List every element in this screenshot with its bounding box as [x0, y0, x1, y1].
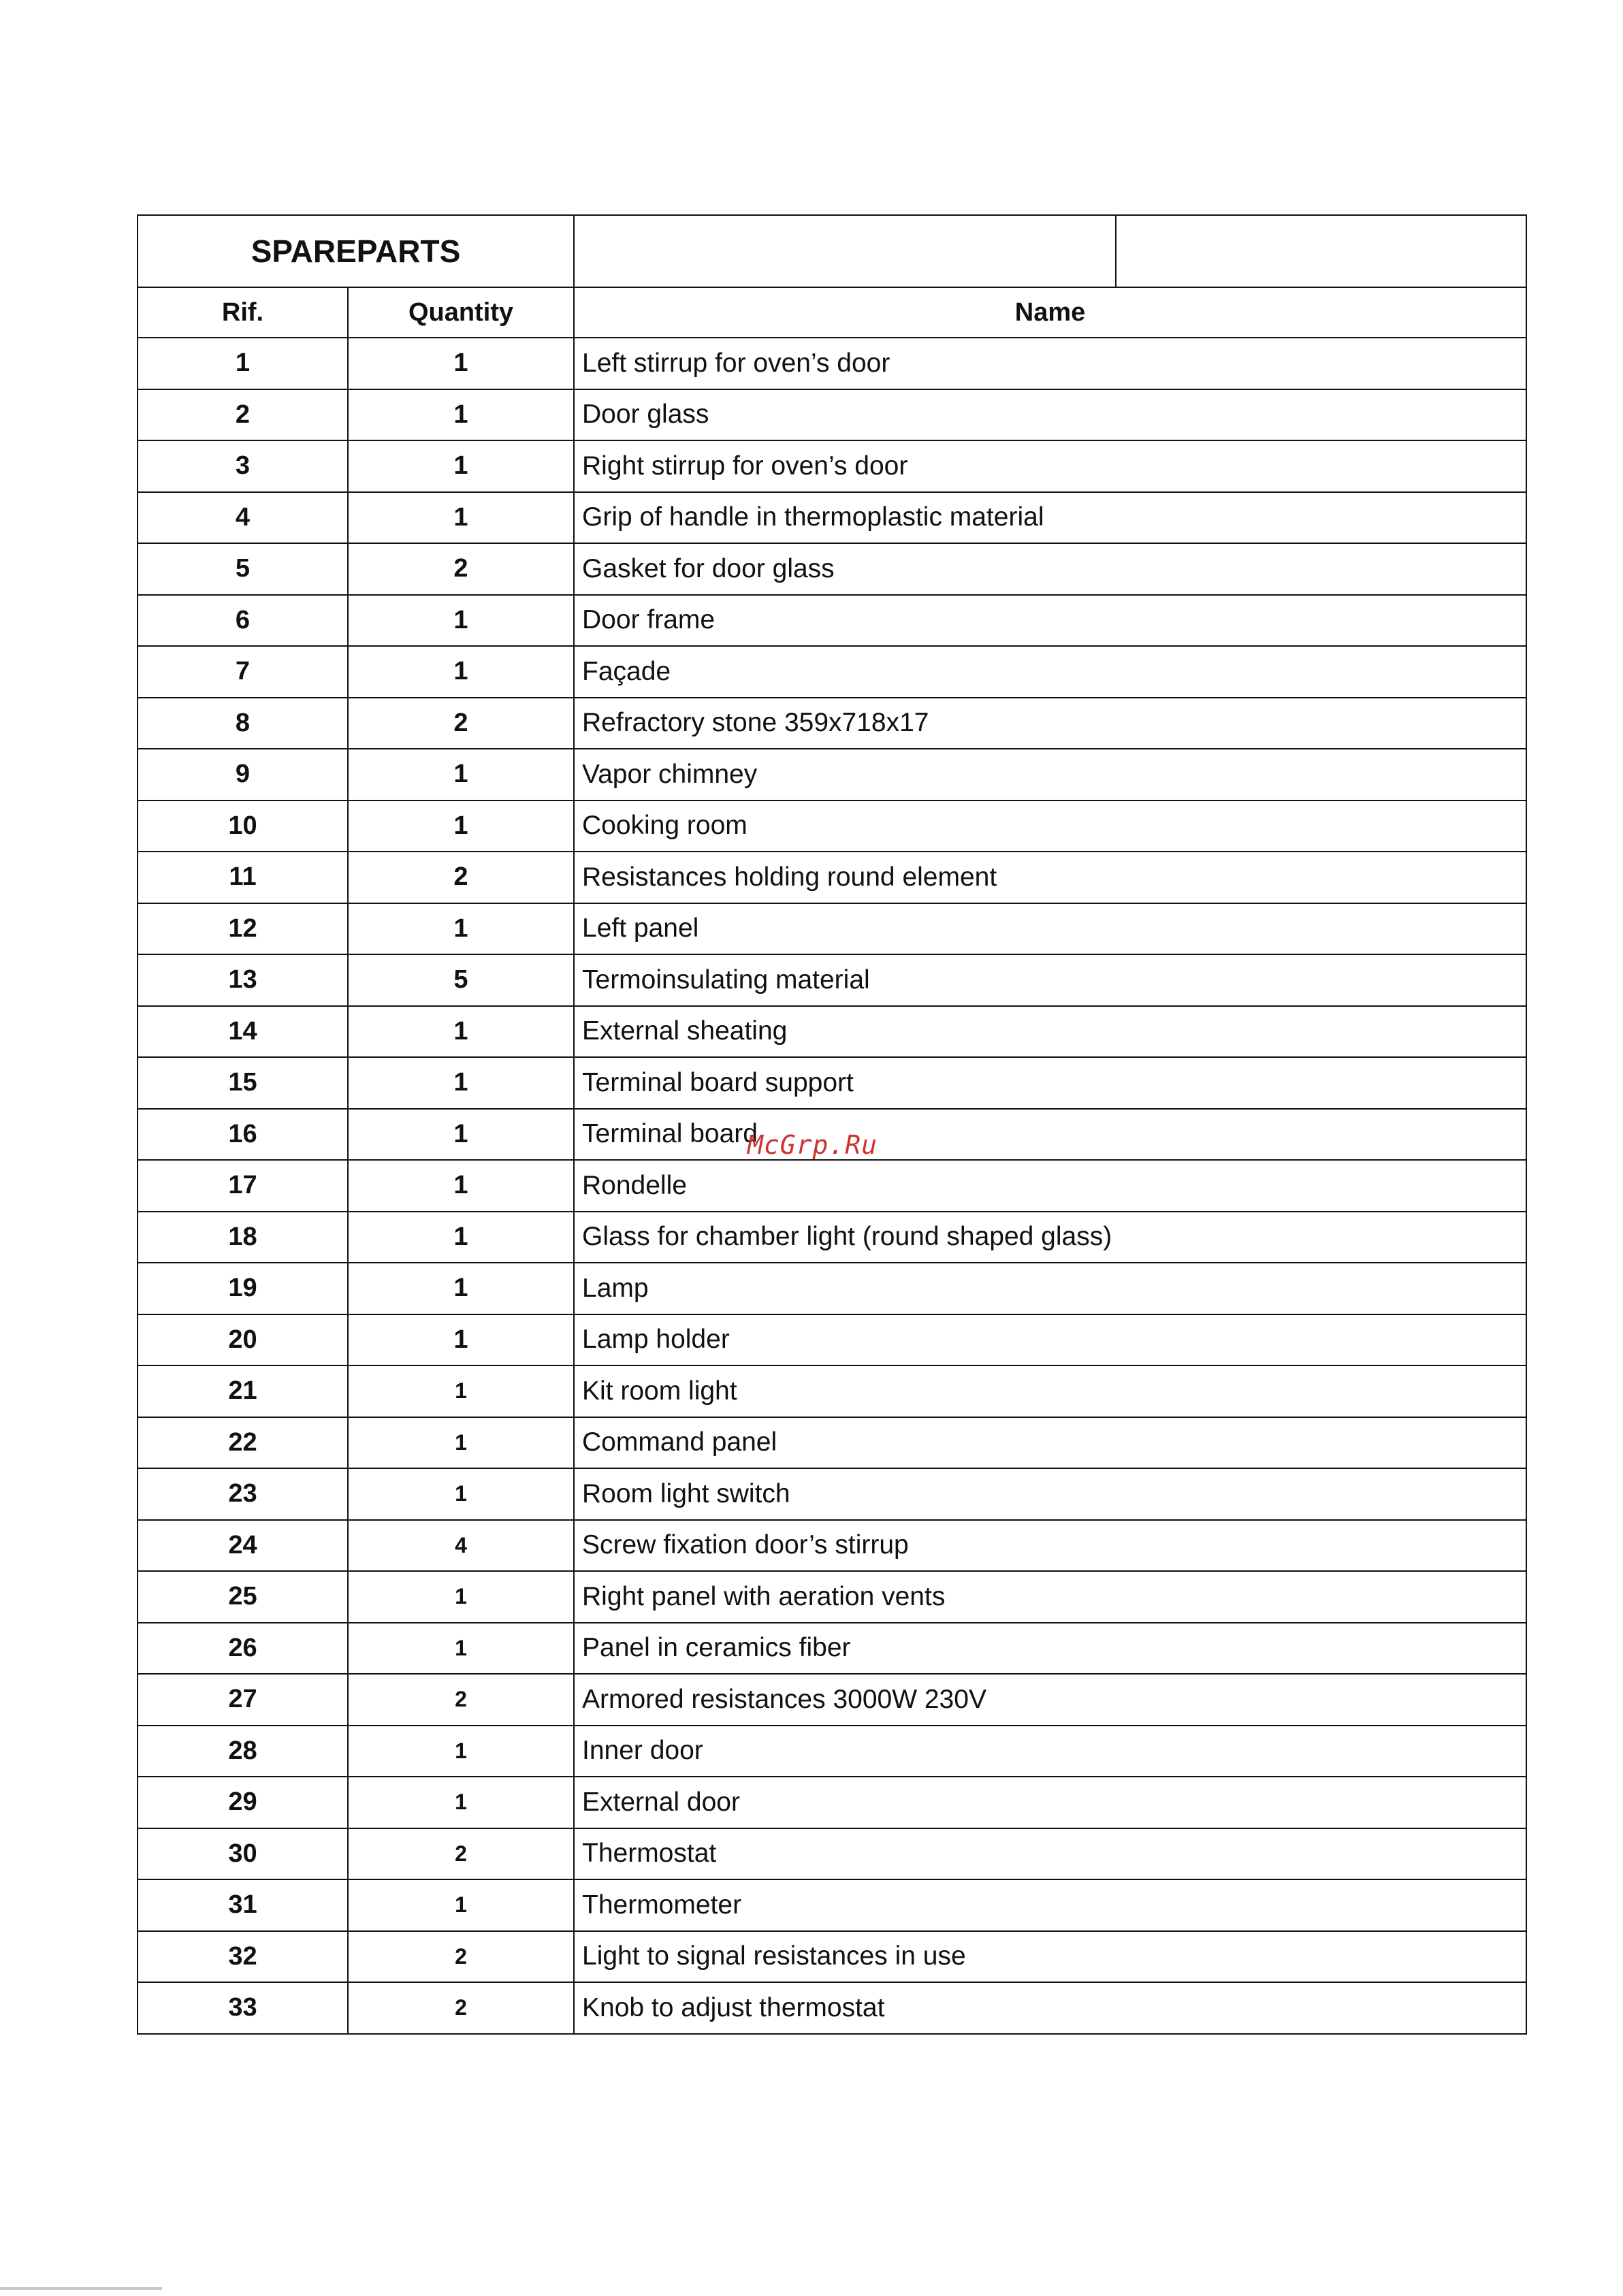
name-cell: Light to signal resistances in use — [574, 1931, 1526, 1983]
quantity-cell: 1 — [348, 1160, 574, 1212]
rif-cell: 19 — [138, 1263, 348, 1314]
rif-cell: 23 — [138, 1468, 348, 1520]
rif-cell: 32 — [138, 1931, 348, 1983]
table-row — [138, 1674, 1526, 1726]
name-cell: Resistances holding round element — [574, 852, 1526, 903]
table-row — [138, 1879, 1526, 1931]
table-row — [138, 1982, 1526, 2034]
name-cell: Command panel — [574, 1417, 1526, 1469]
table-row — [138, 903, 1526, 955]
quantity-cell: 1 — [348, 1212, 574, 1263]
rif-cell: 30 — [138, 1828, 348, 1880]
rif-cell: 16 — [138, 1109, 348, 1161]
name-cell: Gasket for door glass — [574, 543, 1526, 595]
table-title: SPAREPARTS — [138, 215, 574, 287]
table-row — [138, 440, 1526, 492]
rif-cell: 5 — [138, 543, 348, 595]
table-row — [138, 1931, 1526, 1983]
rif-cell: 12 — [138, 903, 348, 955]
name-cell: Glass for chamber light (round shaped glass) — [574, 1212, 1526, 1263]
table-row — [138, 1160, 1526, 1212]
quantity-cell: 2 — [348, 1982, 574, 2034]
quantity-cell: 1 — [348, 801, 574, 852]
name-cell: External door — [574, 1777, 1526, 1828]
quantity-cell: 1 — [348, 595, 574, 647]
title-row — [138, 215, 1526, 287]
table-row — [138, 595, 1526, 647]
title-blank-cell-2 — [1116, 215, 1526, 287]
table-row — [138, 1623, 1526, 1675]
quantity-cell: 1 — [348, 1417, 574, 1469]
table-row — [138, 1777, 1526, 1828]
quantity-column-header: Quantity — [348, 287, 574, 338]
table-row — [138, 1726, 1526, 1777]
name-cell: Refractory stone 359x718x17 — [574, 698, 1526, 749]
table-row — [138, 1520, 1526, 1572]
quantity-cell: 1 — [348, 903, 574, 955]
rif-cell: 33 — [138, 1982, 348, 2034]
rif-cell: 22 — [138, 1417, 348, 1469]
quantity-cell: 1 — [348, 1109, 574, 1161]
name-cell: Lamp holder — [574, 1314, 1526, 1366]
rif-cell: 29 — [138, 1777, 348, 1828]
name-cell: Door frame — [574, 595, 1526, 647]
title-blank-cell-1 — [574, 215, 1116, 287]
rif-cell: 6 — [138, 595, 348, 647]
rif-cell: 8 — [138, 698, 348, 749]
quantity-cell: 1 — [348, 338, 574, 389]
table-row — [138, 801, 1526, 852]
table-row — [138, 338, 1526, 389]
name-cell: Door glass — [574, 389, 1526, 441]
name-cell: Left stirrup for oven’s door — [574, 338, 1526, 389]
name-cell: Armored resistances 3000W 230V — [574, 1674, 1526, 1726]
table-row — [138, 1468, 1526, 1520]
name-cell: Cooking room — [574, 801, 1526, 852]
quantity-cell: 1 — [348, 1623, 574, 1675]
quantity-cell: 2 — [348, 1828, 574, 1880]
rif-cell: 4 — [138, 492, 348, 544]
header-row — [138, 287, 1526, 338]
table-row — [138, 1417, 1526, 1469]
quantity-cell: 1 — [348, 1879, 574, 1931]
quantity-cell: 1 — [348, 1006, 574, 1058]
table-row — [138, 1212, 1526, 1263]
quantity-cell: 1 — [348, 1314, 574, 1366]
rif-cell: 1 — [138, 338, 348, 389]
rif-column-header: Rif. — [138, 287, 348, 338]
table-row — [138, 1314, 1526, 1366]
table-row — [138, 1828, 1526, 1880]
table-row — [138, 954, 1526, 1006]
name-cell: Rondelle — [574, 1160, 1526, 1212]
quantity-cell: 2 — [348, 1931, 574, 1983]
rif-cell: 18 — [138, 1212, 348, 1263]
table-row — [138, 646, 1526, 698]
rif-cell: 3 — [138, 440, 348, 492]
name-cell: Panel in ceramics fiber — [574, 1623, 1526, 1675]
rif-cell: 27 — [138, 1674, 348, 1726]
rif-cell: 17 — [138, 1160, 348, 1212]
table-row — [138, 1365, 1526, 1417]
quantity-cell: 1 — [348, 440, 574, 492]
name-cell: Vapor chimney — [574, 749, 1526, 801]
table-row — [138, 1006, 1526, 1058]
name-cell: Knob to adjust thermostat — [574, 1982, 1526, 2034]
name-cell: Termoinsulating material — [574, 954, 1526, 1006]
rif-cell: 25 — [138, 1571, 348, 1623]
quantity-cell: 1 — [348, 1571, 574, 1623]
table-row — [138, 1571, 1526, 1623]
quantity-cell: 5 — [348, 954, 574, 1006]
rif-cell: 26 — [138, 1623, 348, 1675]
quantity-cell: 1 — [348, 749, 574, 801]
rif-cell: 11 — [138, 852, 348, 903]
quantity-cell: 1 — [348, 1263, 574, 1314]
spareparts-table — [137, 214, 1527, 2035]
rif-cell: 9 — [138, 749, 348, 801]
table-row — [138, 1057, 1526, 1109]
rif-cell: 14 — [138, 1006, 348, 1058]
name-column-header: Name — [574, 287, 1526, 338]
spareparts-table-body — [138, 215, 1526, 2034]
quantity-cell: 2 — [348, 698, 574, 749]
quantity-cell: 1 — [348, 389, 574, 441]
rif-cell: 28 — [138, 1726, 348, 1777]
quantity-cell: 1 — [348, 1365, 574, 1417]
name-cell: External sheating — [574, 1006, 1526, 1058]
name-cell: Left panel — [574, 903, 1526, 955]
name-cell: Terminal board — [574, 1109, 1526, 1161]
scan-edge-mark — [0, 2287, 162, 2290]
table-row — [138, 749, 1526, 801]
name-cell: Terminal board support — [574, 1057, 1526, 1109]
table-row — [138, 543, 1526, 595]
name-cell: Right panel with aeration vents — [574, 1571, 1526, 1623]
rif-cell: 10 — [138, 801, 348, 852]
table-row — [138, 389, 1526, 441]
table-row — [138, 1263, 1526, 1314]
table-row — [138, 492, 1526, 544]
name-cell: Grip of handle in thermoplastic material — [574, 492, 1526, 544]
name-cell: Right stirrup for oven’s door — [574, 440, 1526, 492]
quantity-cell: 1 — [348, 1468, 574, 1520]
rif-cell: 15 — [138, 1057, 348, 1109]
rif-cell: 31 — [138, 1879, 348, 1931]
name-cell: Kit room light — [574, 1365, 1526, 1417]
quantity-cell: 1 — [348, 1777, 574, 1828]
rif-cell: 24 — [138, 1520, 348, 1572]
name-cell: Thermostat — [574, 1828, 1526, 1880]
quantity-cell: 1 — [348, 492, 574, 544]
name-cell: Lamp — [574, 1263, 1526, 1314]
name-cell: Screw fixation door’s stirrup — [574, 1520, 1526, 1572]
rif-cell: 13 — [138, 954, 348, 1006]
quantity-cell: 2 — [348, 543, 574, 595]
name-cell: Thermometer — [574, 1879, 1526, 1931]
table-row — [138, 852, 1526, 903]
rif-cell: 2 — [138, 389, 348, 441]
name-cell: Inner door — [574, 1726, 1526, 1777]
quantity-cell: 4 — [348, 1520, 574, 1572]
quantity-cell: 1 — [348, 1726, 574, 1777]
rif-cell: 20 — [138, 1314, 348, 1366]
name-cell: Room light switch — [574, 1468, 1526, 1520]
watermark: McGrp.Ru — [748, 1130, 878, 1160]
rif-cell: 7 — [138, 646, 348, 698]
quantity-cell: 1 — [348, 1057, 574, 1109]
quantity-cell: 1 — [348, 646, 574, 698]
quantity-cell: 2 — [348, 1674, 574, 1726]
rif-cell: 21 — [138, 1365, 348, 1417]
quantity-cell: 2 — [348, 852, 574, 903]
table-row — [138, 698, 1526, 749]
name-cell: Façade — [574, 646, 1526, 698]
